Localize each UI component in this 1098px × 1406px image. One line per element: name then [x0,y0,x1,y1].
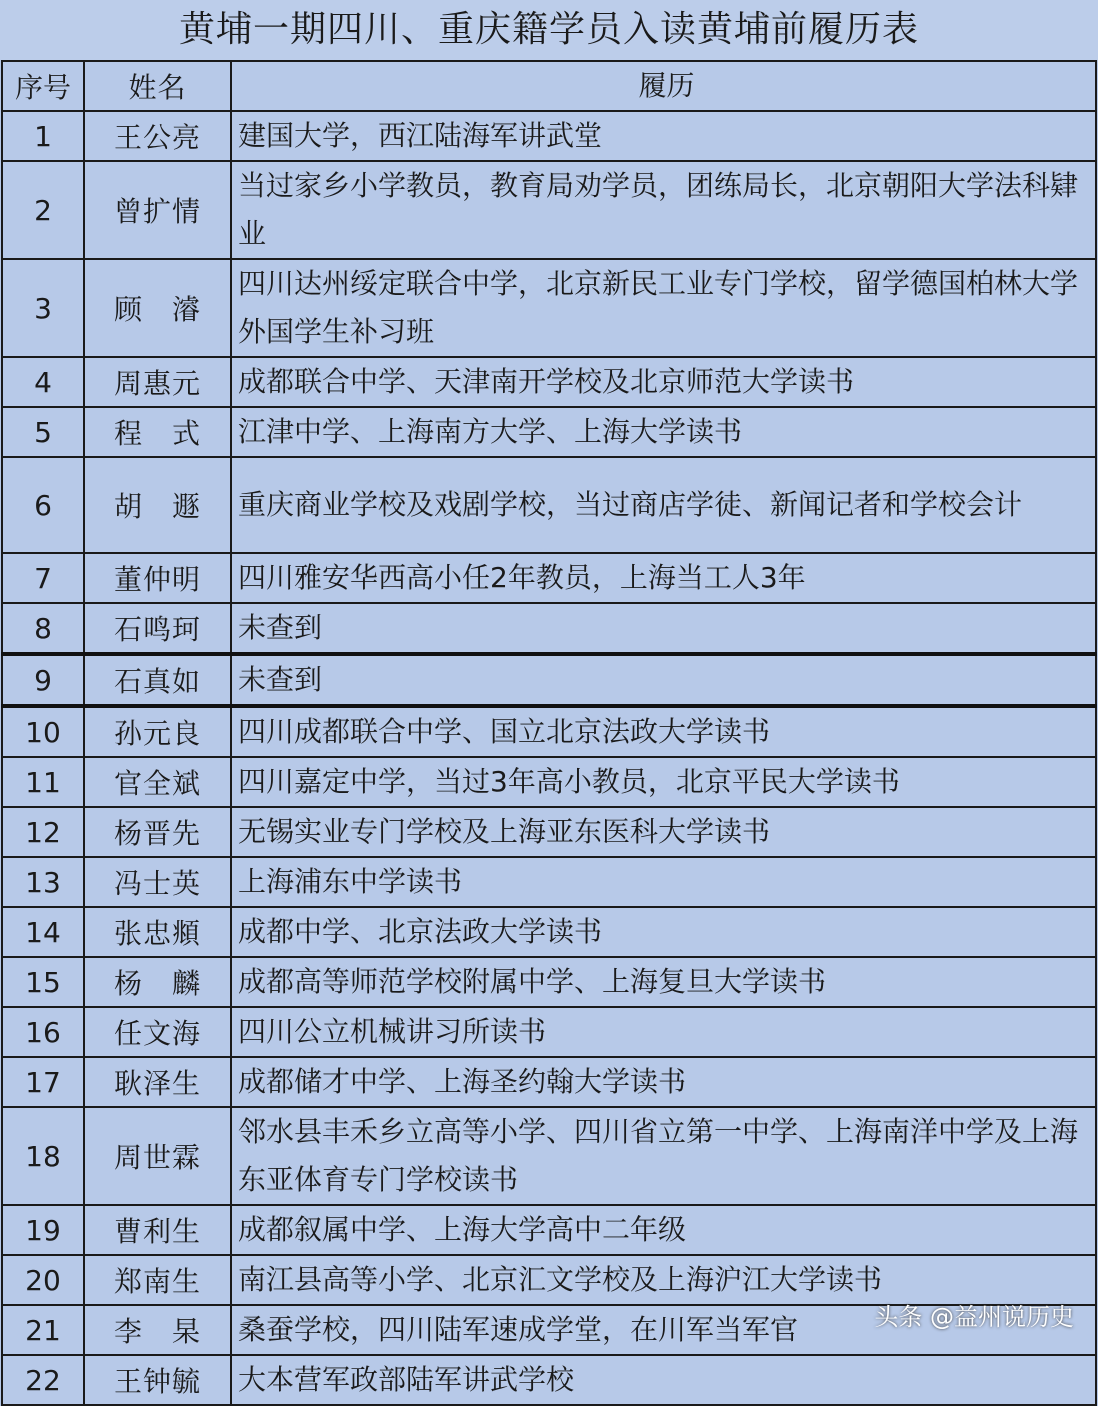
row-name: 周世霖 [84,1107,231,1205]
row-name: 曾扩情 [84,161,231,259]
row-resume: 成都叙属中学、上海大学高中二年级 [231,1205,1096,1255]
table-row [2,757,1096,807]
row-number: 3 [2,259,84,357]
row-name: 杨晋先 [84,807,231,857]
row-name: 王钟毓 [84,1355,231,1405]
row-name: 郑南生 [84,1255,231,1305]
row-number: 7 [2,553,84,603]
row-name: 顾 濬 [84,259,231,357]
row-resume: 成都高等师范学校附属中学、上海复旦大学读书 [231,957,1096,1007]
table-row [2,357,1096,407]
row-name: 石鸣珂 [84,603,231,654]
row-number: 22 [2,1355,84,1405]
row-number: 19 [2,1205,84,1255]
row-number: 4 [2,357,84,407]
row-resume: 成都中学、北京法政大学读书 [231,907,1096,957]
row-number: 11 [2,757,84,807]
table-row [2,706,1096,757]
row-name: 杨 麟 [84,957,231,1007]
header-num: 序号 [2,61,84,111]
row-name: 石真如 [84,654,231,706]
table-row [2,161,1096,259]
row-number: 13 [2,857,84,907]
row-resume: 桑蚕学校，四川陆军速成学堂，在川军当军官 [231,1305,1096,1355]
row-number: 20 [2,1255,84,1305]
table-row [2,603,1096,654]
table-row [2,1007,1096,1057]
table-row [2,553,1096,603]
row-resume: 邻水县丰禾乡立高等小学、四川省立第一中学、上海南洋中学及上海东亚体育专门学校读书 [231,1107,1096,1205]
row-name: 胡 遯 [84,457,231,553]
table-row [2,957,1096,1007]
row-resume: 成都储才中学、上海圣约翰大学读书 [231,1057,1096,1107]
row-name: 张忠頫 [84,907,231,957]
row-number: 8 [2,603,84,654]
table-header-row [2,61,1096,111]
table-row [2,1355,1096,1405]
row-number: 5 [2,407,84,457]
row-resume: 成都联合中学、天津南开学校及北京师范大学读书 [231,357,1096,407]
row-resume: 四川成都联合中学、国立北京法政大学读书 [231,706,1096,757]
table-row [2,907,1096,957]
row-resume: 无锡实业专门学校及上海亚东医科大学读书 [231,807,1096,857]
row-name: 孙元良 [84,706,231,757]
table-row [2,259,1096,357]
table-row [2,654,1096,706]
row-name: 冯士英 [84,857,231,907]
row-resume: 四川嘉定中学，当过3年高小教员，北京平民大学读书 [231,757,1096,807]
row-name: 任文海 [84,1007,231,1057]
resume-table [1,60,1097,1406]
row-resume: 江津中学、上海南方大学、上海大学读书 [231,407,1096,457]
row-resume: 南江县高等小学、北京汇文学校及上海沪江大学读书 [231,1255,1096,1305]
table-row [2,457,1096,553]
header-resume: 履历 [231,61,1096,111]
row-name: 官全斌 [84,757,231,807]
row-number: 14 [2,907,84,957]
row-number: 6 [2,457,84,553]
row-number: 21 [2,1305,84,1355]
row-number: 12 [2,807,84,857]
row-name: 王公亮 [84,111,231,161]
row-number: 9 [2,654,84,706]
row-resume: 重庆商业学校及戏剧学校，当过商店学徒、新闻记者和学校会计 [231,457,1096,553]
row-name: 耿泽生 [84,1057,231,1107]
row-resume: 当过家乡小学教员，教育局劝学员，团练局长，北京朝阳大学法科肄业 [231,161,1096,259]
table-row [2,1205,1096,1255]
table-row [2,1107,1096,1205]
row-resume: 四川公立机械讲习所读书 [231,1007,1096,1057]
row-resume: 建国大学，西江陆海军讲武堂 [231,111,1096,161]
row-name: 李 杲 [84,1305,231,1355]
table-title: 黄埔一期四川、重庆籍学员入读黄埔前履历表 [0,0,1098,60]
row-resume: 四川雅安华西高小任2年教员，上海当工人3年 [231,553,1096,603]
row-resume: 大本营军政部陆军讲武学校 [231,1355,1096,1405]
table-row [2,807,1096,857]
row-number: 10 [2,706,84,757]
table-row [2,407,1096,457]
header-name: 姓名 [84,61,231,111]
row-name: 程 式 [84,407,231,457]
watermark: 头条 @益州说历史 [874,1303,1074,1331]
table-row [2,111,1096,161]
row-name: 曹利生 [84,1205,231,1255]
row-number: 2 [2,161,84,259]
row-number: 17 [2,1057,84,1107]
row-resume: 未查到 [231,654,1096,706]
row-number: 1 [2,111,84,161]
row-resume: 未查到 [231,603,1096,654]
row-number: 16 [2,1007,84,1057]
row-number: 18 [2,1107,84,1205]
table-row [2,1057,1096,1107]
row-name: 董仲明 [84,553,231,603]
row-resume: 四川达州绥定联合中学，北京新民工业专门学校，留学德国柏林大学外国学生补习班 [231,259,1096,357]
row-resume: 上海浦东中学读书 [231,857,1096,907]
row-number: 15 [2,957,84,1007]
row-name: 周惠元 [84,357,231,407]
table-row [2,857,1096,907]
